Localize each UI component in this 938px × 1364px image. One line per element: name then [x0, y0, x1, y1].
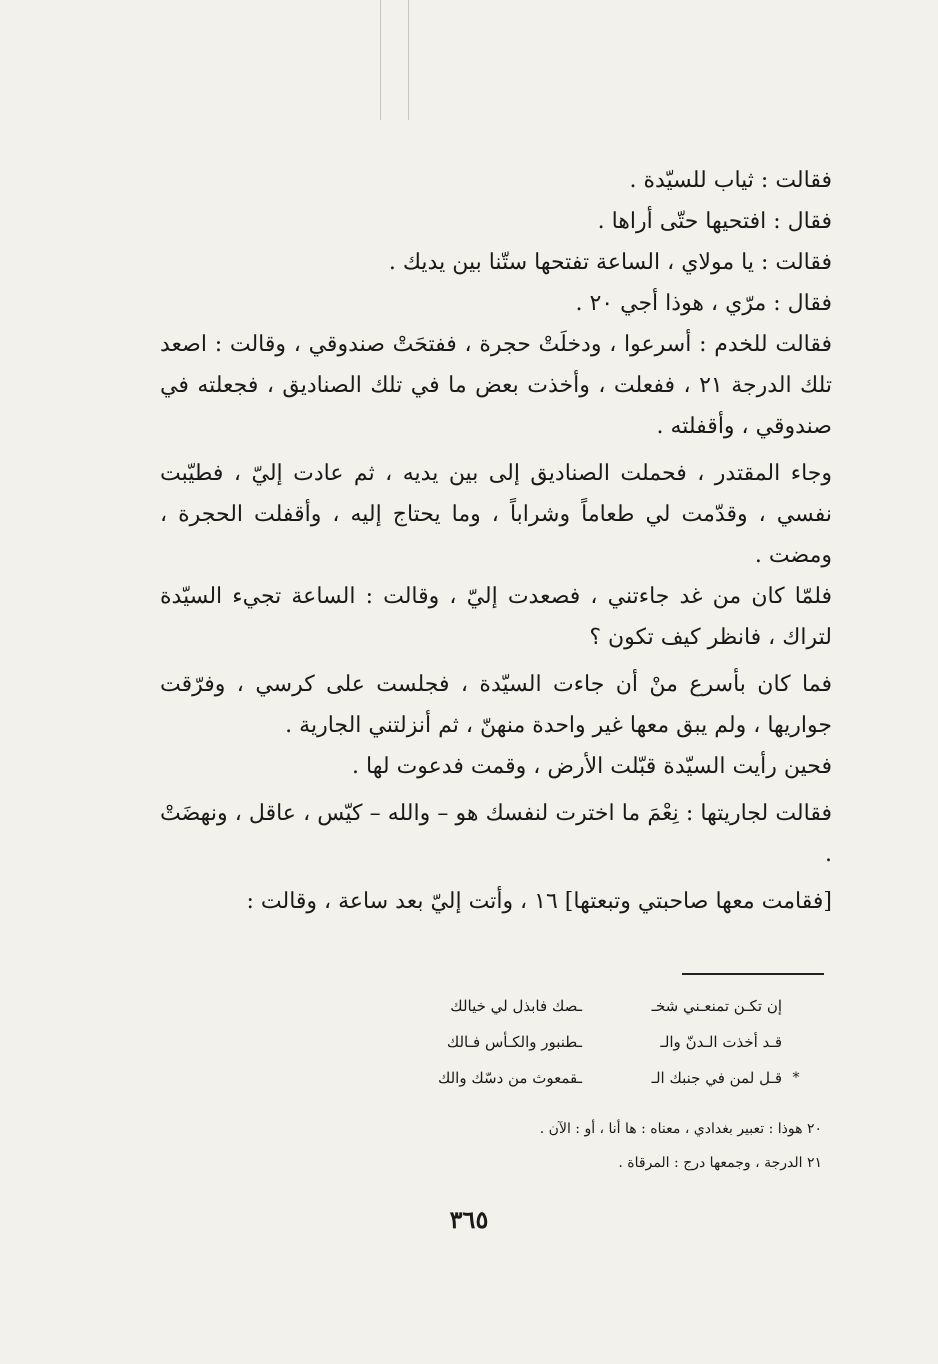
poem-second-hemistich: ـقمعوث من دسّك والك	[437, 1069, 582, 1087]
paragraph: وجاء المقتدر ، فحملت الصناديق إلى بين يديه ، ثم عادت إليّ ، فطيّبت نفسي ، وقدّمت لي طعاماً وشراباً ، وما يحتاج إليه ، وأقفلت الحجرة ، ومضت .	[160, 461, 832, 568]
poem-second-hemistich: ـصك فابذل لي خيالك	[450, 997, 582, 1015]
poem-line	[270, 1024, 810, 1060]
paragraph: فحين رأيت السيّدة قبّلت الأرض ، وقمت فدعوت لها .	[352, 754, 832, 779]
paragraph: فقال : افتحيها حتّى أراها .	[597, 209, 832, 234]
poem-first-hemistich: قـد أخذت الـدنّ والـ	[660, 1033, 782, 1051]
poem-line	[270, 988, 810, 1024]
paragraph: [فقامت معها صاحبتي وتبعتها] ١٦ ، وأتت إليّ بعد ساعة ، وقالت :	[246, 889, 832, 914]
footnote-separator	[682, 973, 824, 975]
page-number: ٣٦٥	[449, 1205, 489, 1234]
footnote: ٢١ الدرجة ، وجمعها درج : المرقاة .	[618, 1155, 822, 1171]
paragraph: فما كان بأسرع منْ أن جاءت السيّدة ، فجلست على كرسي ، وفرّقت جواريها ، ولم يبق معها غير واحدة منهنّ ، ثم أنزلتني الجارية .	[160, 672, 832, 738]
poem-first-hemistich: قـل لمن في جنبك الـ	[651, 1069, 782, 1087]
footnotes	[300, 1112, 822, 1180]
main-text	[160, 160, 832, 922]
paragraph: فقالت لجاريتها : نِعْمَ ما اخترت لنفسك هو – والله – كيّس ، عاقل ، ونهضَتْ .	[160, 801, 832, 867]
paragraph: فقال : مرّي ، هوذا أجي ٢٠ .	[575, 291, 832, 316]
poem-line	[270, 1060, 810, 1096]
paragraph: فقالت : ثياب للسيّدة .	[629, 168, 832, 193]
footnote: ٢٠ هوذا : تعبير بغدادي ، معناه : ها أنا ، أو : الآن .	[539, 1121, 822, 1137]
page-crease-line	[408, 0, 409, 120]
poem-second-hemistich: ـطنبور والكـأس فـالك	[446, 1033, 582, 1051]
paragraph: فقالت للخدم : أسرعوا ، ودخلَتْ حجرة ، ففتحَتْ صندوقي ، وقالت : اصعد تلك الدرجة ٢١ ، ففعلت ، وأخذت بعض ما في تلك الصناديق ، فجعلته في صندوقي ، وأقفلته .	[160, 332, 832, 439]
poem-footnote	[270, 988, 810, 1096]
paragraph: فلمّا كان من غد جاءتني ، فصعدت إليّ ، وقالت : الساعة تجيء السيّدة لتراك ، فانظر كيف تكون ؟	[160, 584, 832, 650]
paragraph: فقالت : يا مولاي ، الساعة تفتحها ستّنا بين يديك .	[388, 250, 832, 275]
page-crease-line	[380, 0, 381, 120]
poem-first-hemistich: إن تكـن تمنعـني شخـ	[651, 997, 782, 1015]
poem-marker: *	[792, 1070, 800, 1086]
